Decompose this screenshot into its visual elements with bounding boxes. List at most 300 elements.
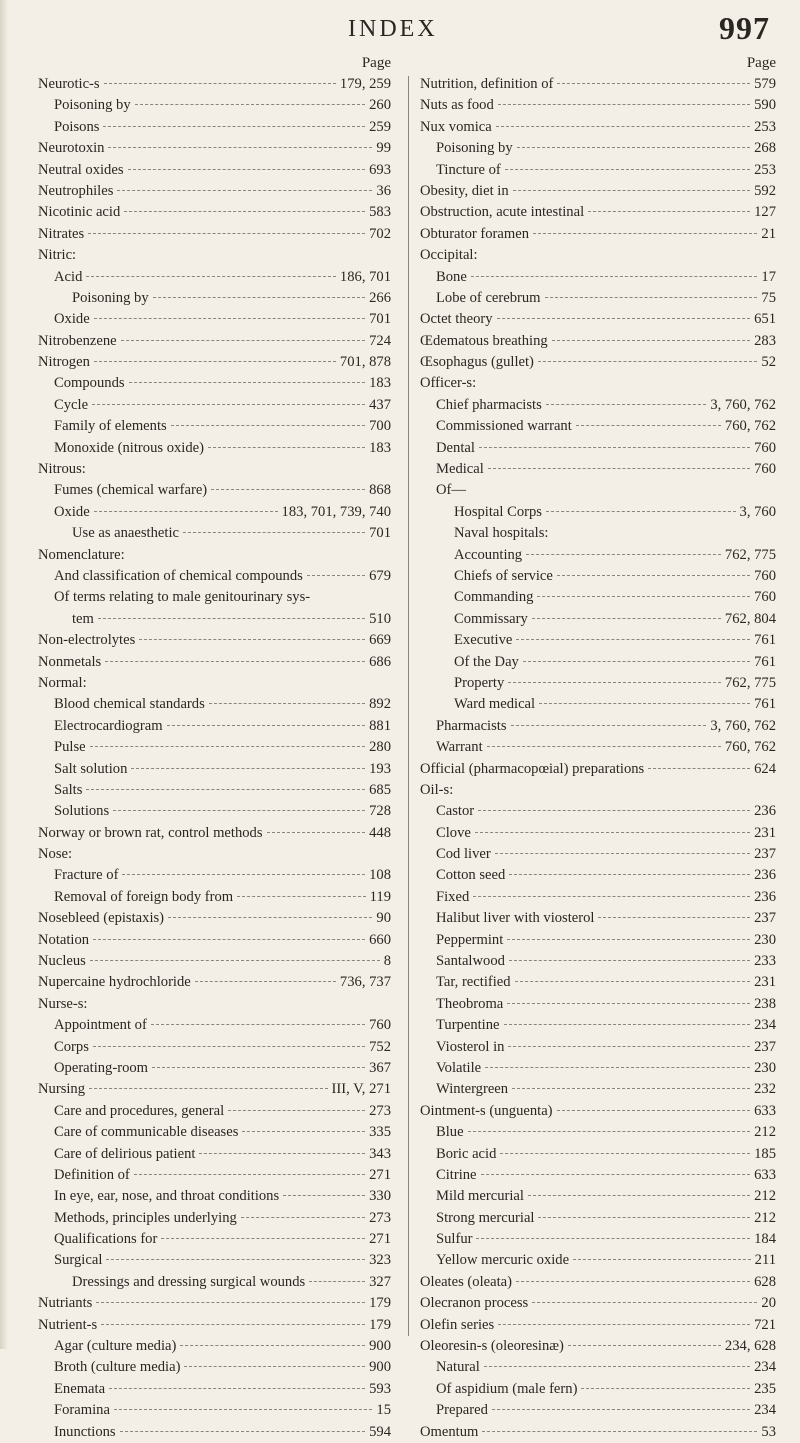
dot-leader — [108, 147, 372, 148]
index-entry — [420, 801, 776, 822]
dot-leader — [90, 960, 380, 961]
dot-leader — [497, 318, 751, 319]
entry-term: Qualifications for — [54, 1231, 158, 1248]
entry-page-ref: 183 — [369, 439, 391, 456]
column-divider — [408, 76, 409, 1336]
right-index-column — [420, 52, 776, 1443]
index-entry — [38, 1250, 391, 1271]
dot-leader — [513, 190, 750, 191]
entry-page-ref: 594 — [369, 1423, 391, 1440]
entry-page-ref: 892 — [369, 696, 391, 713]
dot-leader — [153, 297, 365, 298]
dot-leader — [199, 1153, 365, 1154]
entry-page-ref: 701 — [369, 525, 391, 542]
index-entry — [420, 609, 776, 630]
entry-term: Neurotic-s — [38, 76, 100, 92]
index-entry — [420, 1208, 776, 1229]
entry-term: Corps — [54, 1038, 89, 1055]
index-entry — [420, 1101, 776, 1122]
entry-term: Fumes (chemical warfare) — [54, 482, 208, 499]
entry-term: Solutions — [54, 803, 110, 820]
entry-page-ref: 760, 762 — [724, 739, 776, 756]
dot-leader — [104, 83, 336, 84]
index-entry — [420, 202, 776, 223]
dot-leader — [539, 703, 750, 704]
dot-leader — [528, 1195, 750, 1196]
entry-term: Strong mercurial — [436, 1209, 535, 1226]
entry-page-ref: 253 — [754, 161, 776, 178]
dot-leader — [121, 340, 366, 341]
dot-leader — [94, 318, 365, 319]
entry-page-ref: 335 — [369, 1124, 391, 1141]
entry-term: Methods, principles underlying — [54, 1209, 237, 1226]
index-entry — [420, 1058, 776, 1079]
entry-page-ref: 8 — [383, 953, 391, 970]
page-header — [0, 10, 800, 50]
entry-term: Volatile — [436, 1059, 482, 1076]
entry-term: Electrocardiogram — [54, 717, 163, 734]
entry-term: Bone — [436, 268, 467, 285]
dot-leader — [129, 382, 366, 383]
entry-term: Surgical — [54, 1252, 103, 1269]
dot-leader — [135, 104, 365, 105]
index-entry — [420, 523, 776, 544]
entry-page-ref: 762, 804 — [724, 610, 776, 627]
dot-leader — [117, 190, 372, 191]
dot-leader — [88, 233, 365, 234]
entry-page-ref: 590 — [754, 97, 776, 114]
index-entry — [420, 181, 776, 202]
entry-term: Dental — [436, 439, 475, 456]
index-entry — [38, 694, 391, 715]
entry-page-ref: 760 — [369, 1017, 391, 1034]
index-entry — [38, 865, 391, 886]
dot-leader — [532, 618, 721, 619]
entry-term: Inunctions — [54, 1423, 116, 1440]
entry-term: Of terms relating to male genitourinary sys- — [54, 589, 311, 606]
index-entry — [38, 1122, 391, 1143]
index-entry — [38, 587, 391, 608]
entry-term: Commanding — [454, 589, 534, 606]
entry-term: tem — [72, 610, 94, 627]
index-entry — [420, 138, 776, 159]
entry-page-ref: 330 — [369, 1188, 391, 1205]
entry-term: Nonmetals — [38, 653, 102, 670]
entry-term: Care of delirious patient — [54, 1145, 196, 1162]
entry-term: Chief pharmacists — [436, 396, 542, 413]
dot-leader — [484, 1366, 750, 1367]
dot-leader — [545, 297, 758, 298]
index-entry — [420, 652, 776, 673]
entry-page-ref: 185 — [754, 1145, 776, 1162]
entry-term: Poisoning by — [54, 97, 131, 114]
entry-page-ref: 728 — [369, 803, 391, 820]
entry-page-ref: 760 — [754, 567, 776, 584]
index-entry — [420, 951, 776, 972]
entry-page-ref: 119 — [369, 888, 391, 905]
index-entry — [420, 74, 776, 95]
entry-page-ref: 736, 737 — [339, 974, 391, 991]
entry-page-ref: 593 — [369, 1380, 391, 1397]
dot-leader — [509, 874, 750, 875]
entry-page-ref: 233 — [754, 953, 776, 970]
entry-page-ref: 323 — [369, 1252, 391, 1269]
entry-page-ref: 20 — [761, 1295, 776, 1312]
index-entry — [38, 1229, 391, 1250]
entry-term: Nitric: — [38, 247, 77, 264]
entry-page-ref: 234 — [754, 1402, 776, 1419]
entry-page-ref: 3, 760, 762 — [710, 717, 776, 734]
entry-page-ref: 234 — [754, 1359, 776, 1376]
entry-term: Salt solution — [54, 760, 128, 777]
entry-term: Nitrates — [38, 225, 85, 242]
entry-term: Cod liver — [436, 846, 491, 863]
dot-leader — [96, 1302, 365, 1303]
entry-page-ref: 760 — [754, 589, 776, 606]
entry-page-ref: 760 — [754, 439, 776, 456]
entry-term: Ward medical — [454, 696, 536, 713]
entry-page-ref: 327 — [369, 1273, 391, 1290]
entry-term: Prepared — [436, 1402, 488, 1419]
entry-term: Nitrous: — [38, 461, 86, 478]
index-entry — [420, 972, 776, 993]
entry-page-ref: 762, 775 — [724, 674, 776, 691]
entry-term: Operating-room — [54, 1059, 149, 1076]
entry-page-ref: 685 — [369, 781, 391, 798]
index-entry — [420, 395, 776, 416]
dot-leader — [86, 276, 336, 277]
entry-term: Nux vomica — [420, 118, 492, 135]
entry-term: Obturator foramen — [420, 225, 530, 242]
right-page-column-label: Page — [746, 55, 776, 71]
entry-term: Blue — [436, 1124, 464, 1141]
index-entry — [38, 652, 391, 673]
dot-leader — [538, 361, 758, 362]
index-entry — [420, 309, 776, 330]
entry-term: Tincture of — [436, 161, 501, 178]
dot-leader — [573, 1259, 751, 1260]
index-entry — [38, 459, 391, 480]
index-entry — [38, 438, 391, 459]
dot-leader — [94, 511, 278, 512]
entry-term: Dressings and dressing surgical wounds — [72, 1273, 306, 1290]
index-entry — [38, 1101, 391, 1122]
dot-leader — [498, 104, 750, 105]
entry-page-ref: 510 — [369, 610, 391, 627]
dot-leader — [195, 981, 336, 982]
entry-page-ref: 343 — [369, 1145, 391, 1162]
entry-page-ref: 75 — [761, 289, 776, 306]
entry-term: Oxide — [54, 503, 90, 520]
entry-term: Official (pharmacopœial) preparations — [420, 760, 645, 777]
entry-page-ref: 761 — [754, 696, 776, 713]
dot-leader — [106, 1259, 365, 1260]
index-entry — [38, 1079, 391, 1100]
entry-page-ref: 273 — [369, 1209, 391, 1226]
entry-term: And classification of chemical compounds — [54, 567, 303, 584]
entry-term: Omentum — [420, 1423, 479, 1440]
entry-page-ref: 36 — [376, 182, 391, 199]
dot-leader — [481, 1174, 751, 1175]
entry-page-ref: 127 — [754, 204, 776, 221]
index-entry — [420, 844, 776, 865]
entry-term: Acid — [54, 268, 83, 285]
entry-term: Castor — [436, 803, 475, 820]
dot-leader — [557, 1110, 751, 1111]
entry-term: Nutrition, definition of — [420, 76, 554, 92]
dot-leader — [576, 425, 721, 426]
entry-page-ref: 268 — [754, 140, 776, 157]
entry-term: Warrant — [436, 739, 483, 756]
dot-leader — [507, 1003, 750, 1004]
index-entry — [38, 780, 391, 801]
entry-term: Olecranon process — [420, 1295, 529, 1312]
entry-page-ref: 761 — [754, 632, 776, 649]
entry-term: Poisoning by — [72, 289, 149, 306]
entry-term: Poisoning by — [436, 140, 513, 157]
entry-term: Property — [454, 674, 505, 691]
entry-term: Sulfur — [436, 1231, 473, 1248]
entry-page-ref: 179 — [369, 1295, 391, 1312]
entry-term: Family of elements — [54, 418, 167, 435]
dot-leader — [471, 276, 758, 277]
entry-term: Mild mercurial — [436, 1188, 524, 1205]
entry-page-ref: 700 — [369, 418, 391, 435]
dot-leader — [167, 725, 366, 726]
entry-page-ref: 260 — [369, 97, 391, 114]
entry-page-ref: 184 — [754, 1231, 776, 1248]
entry-page-ref: 234, 628 — [724, 1338, 776, 1355]
dot-leader — [283, 1195, 365, 1196]
entry-term: Care of communicable diseases — [54, 1124, 239, 1141]
dot-leader — [500, 1153, 750, 1154]
entry-page-ref: 238 — [754, 995, 776, 1012]
left-index-column — [38, 52, 391, 1443]
entry-term: Oxide — [54, 311, 90, 328]
entry-page-ref: 232 — [754, 1081, 776, 1098]
index-entry — [38, 395, 391, 416]
entry-term: Octet theory — [420, 311, 493, 328]
entry-term: Boric acid — [436, 1145, 497, 1162]
index-entry — [38, 801, 391, 822]
entry-page-ref: 236 — [754, 867, 776, 884]
dot-leader — [538, 1217, 750, 1218]
entry-page-ref: 868 — [369, 482, 391, 499]
entry-page-ref: 183 — [369, 375, 391, 392]
dot-leader — [228, 1110, 365, 1111]
index-entry — [38, 502, 391, 523]
index-entry — [38, 1037, 391, 1058]
entry-term: Non-electrolytes — [38, 632, 136, 649]
dot-leader — [93, 1046, 365, 1047]
index-entry — [420, 1229, 776, 1250]
entry-term: Fracture of — [54, 867, 119, 884]
index-entry — [420, 1422, 776, 1443]
index-entry — [38, 74, 391, 95]
dot-leader — [114, 1409, 372, 1410]
dot-leader — [648, 768, 750, 769]
index-entry — [38, 1186, 391, 1207]
entry-term: Pharmacists — [436, 717, 507, 734]
entry-page-ref: 693 — [369, 161, 391, 178]
entry-page-ref: 633 — [754, 1102, 776, 1119]
entry-term: Definition of — [54, 1166, 130, 1183]
entry-term: Neutral oxides — [38, 161, 124, 178]
entry-page-ref: 437 — [369, 396, 391, 413]
index-entry — [38, 908, 391, 929]
index-entry — [38, 1208, 391, 1229]
index-entry — [38, 373, 391, 394]
dot-leader — [208, 447, 365, 448]
entry-term: Norway or brown rat, control methods — [38, 824, 263, 841]
index-entry — [38, 716, 391, 737]
dot-leader — [523, 661, 750, 662]
index-entry — [38, 1336, 391, 1357]
entry-page-ref: 583 — [369, 204, 391, 221]
dot-leader — [86, 789, 365, 790]
index-entry — [38, 737, 391, 758]
dot-leader — [184, 1366, 365, 1367]
entry-page-ref: 881 — [369, 717, 391, 734]
entry-term: Naval hospitals: — [454, 525, 549, 542]
page-number: 997 — [719, 10, 770, 46]
dot-leader — [209, 703, 365, 704]
index-entry — [38, 416, 391, 437]
index-entry — [38, 1422, 391, 1443]
dot-leader — [488, 468, 750, 469]
index-entry — [420, 459, 776, 480]
entry-term: Medical — [436, 461, 484, 478]
dot-leader — [504, 1024, 751, 1025]
dot-leader — [512, 1088, 750, 1089]
entry-page-ref: 179 — [369, 1316, 391, 1333]
entry-page-ref: 230 — [754, 1059, 776, 1076]
dot-leader — [103, 126, 365, 127]
index-entry — [420, 1272, 776, 1293]
index-entry — [38, 1293, 391, 1314]
entry-term: Obesity, diet in — [420, 182, 509, 199]
entry-term: Nursing — [38, 1081, 86, 1098]
entry-page-ref: 237 — [754, 1038, 776, 1055]
index-entry — [420, 1079, 776, 1100]
entry-term: Clove — [436, 824, 471, 841]
entry-term: Blood chemical standards — [54, 696, 205, 713]
entry-page-ref: 212 — [754, 1209, 776, 1226]
index-entry — [420, 865, 776, 886]
index-entry — [420, 480, 776, 501]
index-entry — [38, 352, 391, 373]
index-entry — [38, 224, 391, 245]
index-entry — [38, 930, 391, 951]
index-entry — [38, 1272, 391, 1293]
index-entry — [420, 1379, 776, 1400]
entry-term: Natural — [436, 1359, 480, 1376]
entry-page-ref: 237 — [754, 910, 776, 927]
dot-leader — [105, 661, 365, 662]
index-entry — [38, 630, 391, 651]
dot-leader — [509, 960, 750, 961]
entry-term: Oleoresin-s (oleoresinæ) — [420, 1338, 564, 1355]
entry-page-ref: 211 — [754, 1252, 776, 1269]
entry-page-ref: 721 — [754, 1316, 776, 1333]
index-entry — [38, 160, 391, 181]
entry-page-ref: 592 — [754, 182, 776, 199]
entry-term: Occipital: — [420, 247, 478, 264]
entry-term: Lobe of cerebrum — [436, 289, 541, 306]
entry-term: Appointment of — [54, 1017, 147, 1034]
entry-term: Broth (culture media) — [54, 1359, 181, 1376]
entry-term: Nutriants — [38, 1295, 93, 1312]
entry-term: Olefin series — [420, 1316, 495, 1333]
dot-leader — [476, 1238, 750, 1239]
entry-term: Oleates (oleata) — [420, 1273, 512, 1290]
dot-leader — [307, 575, 365, 576]
index-entry — [420, 1293, 776, 1314]
entry-term: Nupercaine hydrochloride — [38, 974, 191, 991]
index-entry — [38, 117, 391, 138]
index-entry — [420, 245, 776, 266]
entry-page-ref: 280 — [369, 739, 391, 756]
dot-leader — [557, 575, 750, 576]
entry-page-ref: III, V, 271 — [331, 1081, 391, 1098]
entry-term: Obstruction, acute intestinal — [420, 204, 585, 221]
entry-term: Theobroma — [436, 995, 504, 1012]
entry-term: Citrine — [436, 1166, 477, 1183]
dot-leader — [498, 1324, 750, 1325]
index-entry — [420, 823, 776, 844]
index-entry — [38, 1315, 391, 1336]
entry-page-ref: 237 — [754, 846, 776, 863]
entry-page-ref: 193 — [369, 760, 391, 777]
entry-term: Œdematous breathing — [420, 332, 548, 349]
entry-term: In eye, ear, nose, and throat conditions — [54, 1188, 280, 1205]
entry-term: Santalwood — [436, 953, 505, 970]
entry-term: Of the Day — [454, 653, 519, 670]
entry-term: Neutrophiles — [38, 182, 114, 199]
entry-page-ref: 17 — [761, 268, 776, 285]
index-entry — [420, 1015, 776, 1036]
index-entry — [38, 181, 391, 202]
entry-term: Pulse — [54, 739, 86, 756]
index-entry — [420, 438, 776, 459]
dot-leader — [120, 1431, 365, 1432]
entry-term: Poisons — [54, 118, 100, 135]
index-entry — [420, 1336, 776, 1357]
dot-leader — [515, 981, 751, 982]
entry-term: Accounting — [454, 546, 523, 563]
index-entry — [38, 138, 391, 159]
entry-page-ref: 236 — [754, 888, 776, 905]
entry-term: Monoxide (nitrous oxide) — [54, 439, 204, 456]
entry-term: Chiefs of service — [454, 567, 553, 584]
entry-term: Commissary — [454, 610, 528, 627]
entry-page-ref: 253 — [754, 118, 776, 135]
entry-page-ref: 283 — [754, 332, 776, 349]
dot-leader — [496, 126, 750, 127]
entry-page-ref: 624 — [754, 760, 776, 777]
entry-term: Cotton seed — [436, 867, 506, 884]
index-entry — [38, 1144, 391, 1165]
entry-page-ref: 53 — [761, 1423, 776, 1440]
index-entry — [38, 202, 391, 223]
entry-page-ref: 760, 762 — [724, 418, 776, 435]
dot-leader — [109, 1388, 365, 1389]
dot-leader — [473, 896, 750, 897]
dot-leader — [508, 1046, 750, 1047]
entry-term: Enemata — [54, 1380, 106, 1397]
entry-page-ref: 3, 760 — [739, 503, 776, 520]
dot-leader — [557, 83, 750, 84]
